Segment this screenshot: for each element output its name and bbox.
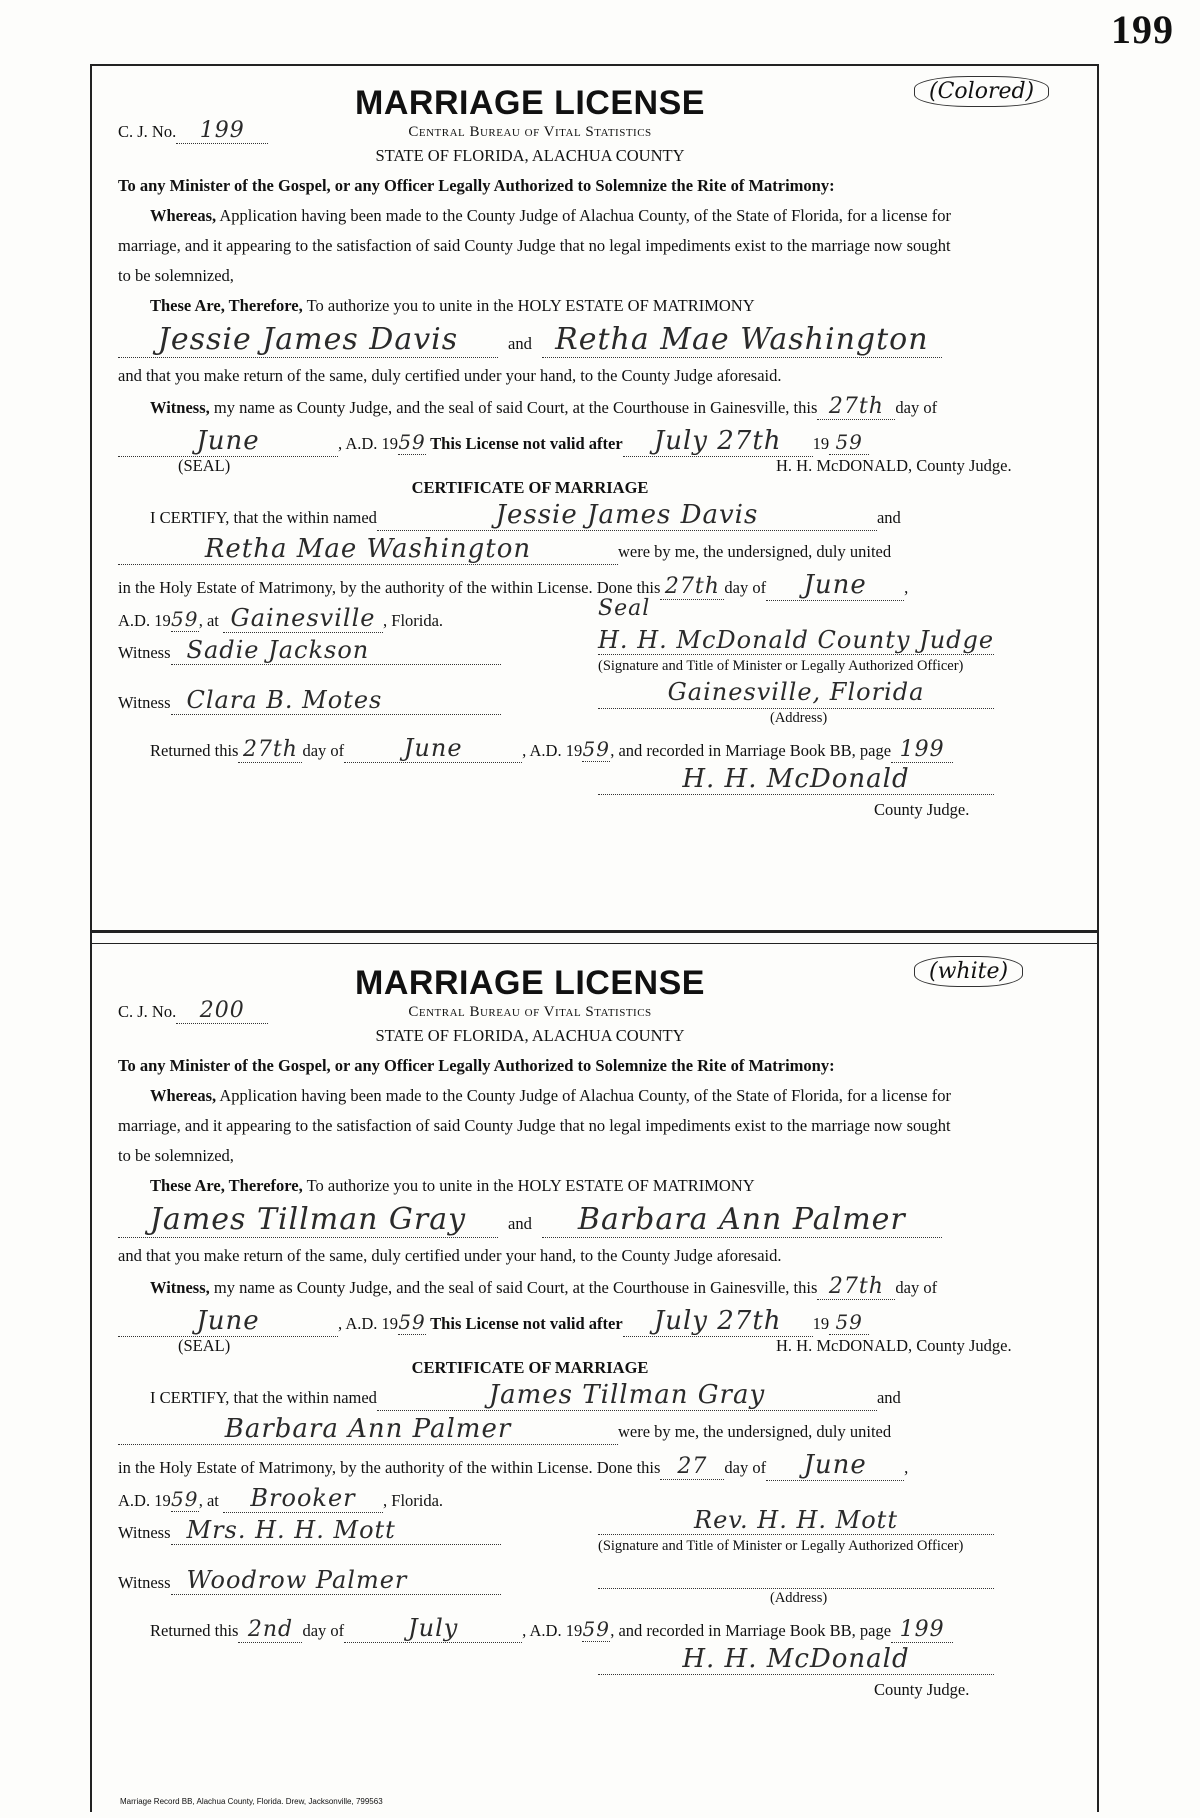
issue-year: 59 [398,1310,426,1334]
place-line: A.D. 1959, at Brooker , Florida. [118,1484,444,1512]
marriage-place: Gainesville [223,604,383,633]
witness-1-name: Sadie Jackson [171,636,501,665]
returned-year: 59 [582,737,610,761]
witness-issue-line: Witness, my name as County Judge, and the seal of said Court, at the Courthouse in Gainesville, this 27th day of [150,394,938,419]
witness-2-name: Woodrow Palmer [171,1566,501,1595]
done-month: June [766,570,904,601]
seal-label: (SEAL) [178,1336,231,1355]
officiant-address [598,1558,994,1589]
witness-1-name: Mrs. H. H. Mott [171,1516,501,1545]
done-year: 59 [170,1487,199,1511]
officiant-signature: Rev. H. H. Mott [598,1506,994,1535]
certificate-title: CERTIFICATE OF MARRIAGE [411,478,649,497]
done-day: 27th [660,574,724,600]
certificate-bride: Retha Mae Washington [118,534,618,565]
race-annotation: (white) [914,956,1023,987]
county-judge-line: H. H. McDONALD, County Judge. [776,456,1012,475]
addressee-line: To any Minister of the Gospel, or any Officer Legally Authorized to Solemnize the Rite of Matrimony: [118,1056,835,1075]
address-caption: (Address) [770,1590,828,1606]
license-record-1 [90,64,1095,930]
whereas-line-1: Whereas, Application having been made to the County Judge of Alachua County, of the State of Florida, for a license for [150,1086,951,1105]
witness-2-name: Clara B. Motes [171,686,501,715]
license-record-2 [90,944,1095,1810]
signature-caption: (Signature and Title of Minister or Legally Authorized Officer) [598,1538,964,1554]
officiant-address: Gainesville, Florida [598,678,994,709]
authorize-line: These Are, Therefore, To authorize you to unite in the HOLY ESTATE OF MATRIMONY [150,296,755,315]
issue-date-line: June , A.D. 1959 This License not valid after July 27th 19 59 [118,1306,869,1337]
returned-year: 59 [582,1617,610,1641]
returned-line: Returned this 2nd day of July , A.D. 1959, and recorded in Marriage Book BB, page 199 [150,1614,953,1643]
authorize-line: These Are, Therefore, To authorize you to unite in the HOLY ESTATE OF MATRIMONY [150,1176,755,1195]
returned-line: Returned this 27th day of June , A.D. 1959, and recorded in Marriage Book BB, page 199 [150,734,953,763]
footer-imprint: Marriage Record BB, Alachua County, Florida. Drew, Jacksonville, 799563 [120,1797,383,1806]
certify-line: I CERTIFY, that the within named James Tillman Gray and [150,1380,901,1410]
state-county-line: STATE OF FLORIDA, ALACHUA COUNTY [375,146,685,165]
certify-line: I CERTIFY, that the within named Jessie James Davis and [150,500,901,530]
return-line: and that you make return of the same, duly certified under your hand, to the County Judge aforesaid. [118,1246,782,1265]
whereas-line-3: to be solemnized, [118,1146,234,1165]
cj-number-value: 199 [176,118,268,144]
witness-2-line: Witness Clara B. Motes [118,686,501,715]
returned-month: July [344,1614,522,1643]
certificate-title: CERTIFICATE OF MARRIAGE [411,1358,649,1377]
race-annotation: (Colored) [914,76,1049,107]
groom-name: Jessie James Davis [118,322,498,358]
license-title: MARRIAGE LICENSE [355,964,705,1002]
certificate-groom: James Tillman Gray [377,1380,877,1411]
judge-signature: H. H. McDonald [598,764,994,795]
bureau-line: Central Bureau of Vital Statistics [408,124,652,140]
cj-number-value: 200 [176,998,268,1024]
witness-2-line: Witness Woodrow Palmer [118,1566,501,1595]
witness-1-line: Witness Mrs. H. H. Mott [118,1516,501,1545]
book-page: 199 [891,1617,953,1643]
bride-name: Retha Mae Washington [542,322,942,358]
bride-name: Barbara Ann Palmer [542,1202,942,1238]
county-judge-caption: County Judge. [874,1680,970,1699]
returned-day: 27th [238,737,302,763]
address-caption: (Address) [770,710,828,726]
book-page: 199 [891,737,953,763]
issue-date-line: June , A.D. 1959 This License not valid after July 27th 19 59 [118,426,869,457]
certificate-bride-line: Retha Mae Washington were by me, the undersigned, duly united [118,534,891,565]
groom-name: James Tillman Gray [118,1202,498,1238]
cj-number-field: C. J. No. 199 [118,118,268,144]
issue-month: June [118,1306,338,1337]
done-year: 59 [170,607,199,631]
expiry-date: July 27th [623,426,813,457]
done-this-line: in the Holy Estate of Matrimony, by the authority of the within License. Done this 27th day of June , [118,570,909,600]
expiry-year: 59 [829,1310,869,1335]
county-judge-line: H. H. McDONALD, County Judge. [776,1336,1012,1355]
parties-line: Jessie James Davis and Retha Mae Washington [118,322,968,358]
issue-year: 59 [398,430,426,454]
addressee-line: To any Minister of the Gospel, or any Officer Legally Authorized to Solemnize the Rite of Matrimony: [118,176,835,195]
issue-month: June [118,426,338,457]
issue-day: 27th [817,1274,895,1300]
bureau-line: Central Bureau of Vital Statistics [408,1004,652,1020]
expiry-year: 59 [829,430,869,455]
state-county-line: STATE OF FLORIDA, ALACHUA COUNTY [375,1026,685,1045]
done-day: 27 [660,1454,724,1480]
done-month: June [766,1450,904,1481]
seal-mark: Seal [598,596,651,621]
returned-day: 2nd [238,1617,302,1643]
parties-line: James Tillman Gray and Barbara Ann Palmer [118,1202,968,1238]
certificate-groom: Jessie James Davis [377,500,877,531]
signature-caption: (Signature and Title of Minister or Legally Authorized Officer) [598,658,964,674]
whereas-line-2: marriage, and it appearing to the satisfaction of said County Judge that no legal impediments exist to the marriage now sought [118,236,951,255]
return-line: and that you make return of the same, duly certified under your hand, to the County Judge aforesaid. [118,366,782,385]
done-this-line: in the Holy Estate of Matrimony, by the authority of the within License. Done this 27 day of June , [118,1450,909,1480]
county-judge-caption: County Judge. [874,800,970,819]
seal-label: (SEAL) [178,456,231,475]
officiant-signature: H. H. McDonald County Judge [598,626,995,654]
certificate-bride: Barbara Ann Palmer [118,1414,618,1445]
returned-month: June [344,734,522,763]
certificate-bride-line: Barbara Ann Palmer were by me, the undersigned, duly united [118,1414,891,1445]
expiry-date: July 27th [623,1306,813,1337]
license-title: MARRIAGE LICENSE [355,84,705,122]
marriage-place: Brooker [223,1484,383,1513]
whereas-line-1: Whereas, Application having been made to the County Judge of Alachua County, of the State of Florida, for a license for [150,206,951,225]
whereas-line-2: marriage, and it appearing to the satisfaction of said County Judge that no legal impediments exist to the marriage now sought [118,1116,951,1135]
witness-issue-line: Witness, my name as County Judge, and the seal of said Court, at the Courthouse in Gainesville, this 27th day of [150,1274,938,1299]
page-number: 199 [1111,7,1174,52]
witness-1-line: Witness Sadie Jackson [118,636,501,665]
judge-signature: H. H. McDonald [598,1644,994,1675]
place-line: A.D. 1959, at Gainesville , Florida. [118,604,444,632]
whereas-line-3: to be solemnized, [118,266,234,285]
cj-number-field: C. J. No. 200 [118,998,268,1024]
record-divider [90,930,1097,944]
issue-day: 27th [817,394,895,420]
